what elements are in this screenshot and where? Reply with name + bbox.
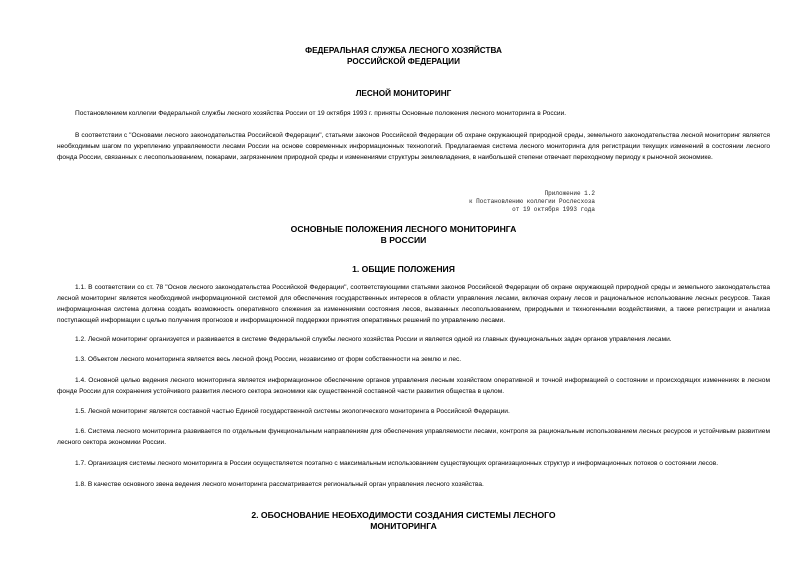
section1-paragraph-6: 1.6. Система лесного мониторинга развивается по отдельным функциональным направлениям для обеспечения управляемости лесами, контроля за рациональным использованием лесных ресурсов и устойчивым развитием лесного сектора экономики России. [57, 428, 770, 446]
agency-title-line1: ФЕДЕРАЛЬНАЯ СЛУЖБА ЛЕСНОГО ХОЗЯЙСТВА [305, 46, 502, 55]
section1-paragraph-3: 1.3. Объектом лесного мониторинга является весь лесной фонд России, независимо от форм собственности на землю и лес. [75, 356, 462, 363]
appendix-line1: Приложение 1.2 [544, 190, 595, 197]
section1-paragraph-4: 1.4. Основной целью ведения лесного мониторинга является информационное обеспечение органов управления лесным хозяйством оперативной и точной информацией о состоянии и происходящих изменениях в лесном фонде России для сохранения устойчивого развития лесного сектора экономики как существенной составной части развития общества в целом. [57, 377, 770, 395]
section1-paragraph-7: 1.7. Организация системы лесного мониторинга в России осуществляется поэтапно с максимальным использованием существующих организационных структур и информационных потоков о состоянии лесов. [75, 460, 719, 467]
appendix-line2: к Постановлению коллегии Рослесхоза [468, 198, 595, 205]
section1-heading: 1. ОБЩИЕ ПОЛОЖЕНИЯ [352, 264, 455, 274]
section1-paragraph-1: 1.1. В соответствии со ст. 78 "Основ лесного законодательства Российской Федерации", соответствующими статьями законов Российской Федерации об охране окружающей природной среды и земельного законодательства лесной мониторинг является необходимой информационной системой для обеспечения государственных интересов в области управления лесами, включая охрану лесов и рациональное использование лесных ресурсов. Такая информационная система должна создать возможность оперативного слежения за изменениями состояния лесов, вызванных лесопользованием, природными и техногенными воздействиями, а также регистрации и анализа поступающей информации с целью получения прогнозов и информационной поддержки принятия оперативных решений по управлению лесами. [57, 284, 770, 324]
section1-paragraph-5: 1.5. Лесной мониторинг является составной частью Единой государственной системы экологического мониторинга в Российской Федерации. [75, 408, 510, 415]
section1-paragraph-8: 1.8. В качестве основного звена ведения лесного мониторинга рассматривается региональный орган управления лесного хозяйства. [75, 481, 484, 488]
document-title: ЛЕСНОЙ МОНИТОРИНГ [355, 89, 452, 98]
section2-heading-line2: МОНИТОРИНГА [370, 521, 437, 531]
section1-paragraph-2: 1.2. Лесной мониторинг организуется и развивается в системе Федеральной службы лесного хозяйства России и является одной из главных функциональных задач органов управления лесами. [75, 336, 672, 343]
section2-heading-line1: 2. ОБОСНОВАНИЕ НЕОБХОДИМОСТИ СОЗДАНИЯ СИСТЕМЫ ЛЕСНОГО [251, 510, 556, 520]
agency-title-line2: РОССИЙСКОЙ ФЕДЕРАЦИИ [347, 57, 460, 66]
intro-paragraph-1: Постановлением коллегии Федеральной службы лесного хозяйства России от 19 октября 1993 г. приняты Основные положения лесного мониторинга в России. [75, 110, 567, 117]
appendix-line3: от 19 октября 1993 года [512, 206, 595, 213]
intro-paragraph-2: В соответствии с "Основами лесного законодательства Российской Федерации", статьями законов Российской Федерации об охране окружающей природной среды, земельного законодательства лесной мониторинг является необходимым шагом по укреплению управляемости лесами России на основе современных информационных технологий. Предлагаемая система лесного мониторинга для регистрации текущих изменений в состоянии лесного фонда России, связанных с лесопользованием, пожарами, загрязнением природной среды и изменениями структуры землевладения, в наибольшей степени отвечает переходному периоду к рыночной экономике. [57, 132, 770, 161]
main-title-line2: В РОССИИ [380, 235, 427, 245]
main-title-line1: ОСНОВНЫЕ ПОЛОЖЕНИЯ ЛЕСНОГО МОНИТОРИНГА [290, 224, 517, 234]
